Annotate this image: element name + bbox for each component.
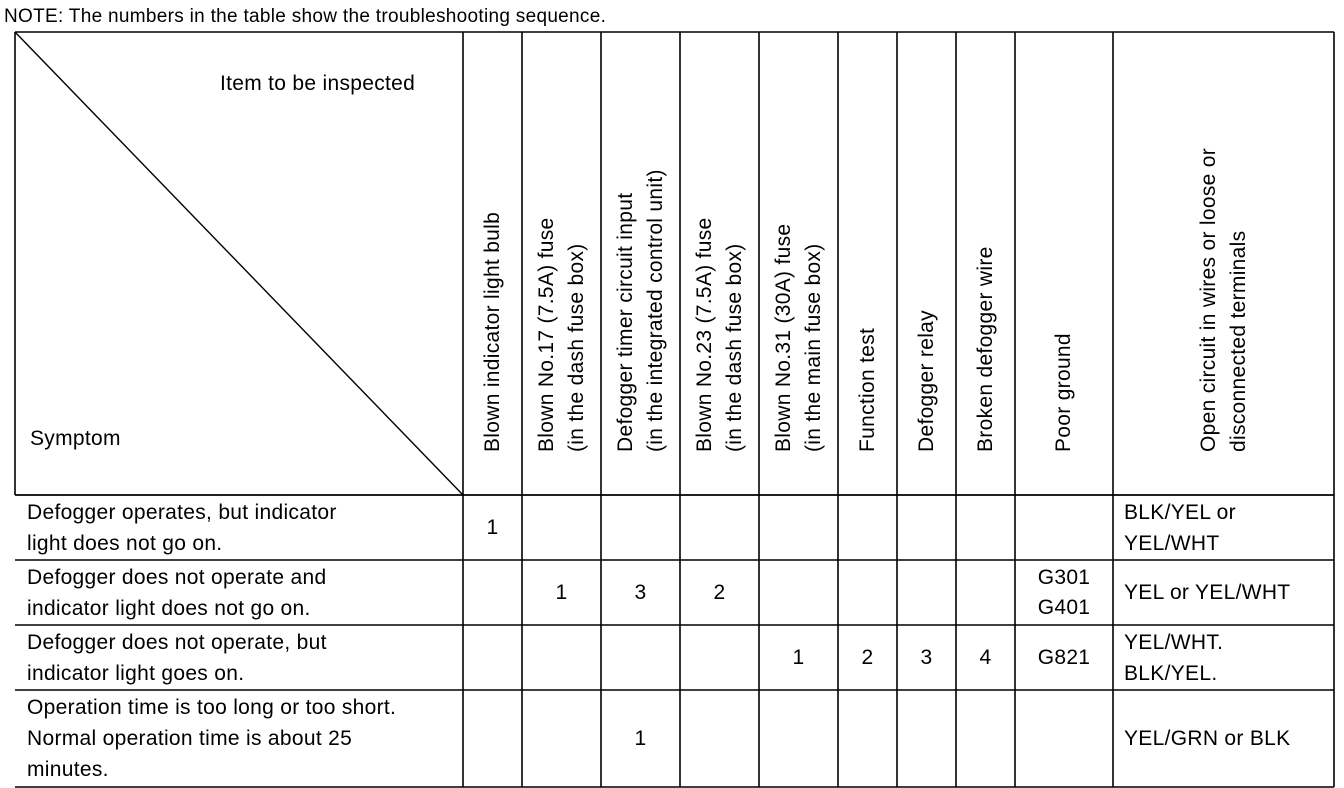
wire-cell <box>1119 690 1332 787</box>
column-header-line: Poor ground <box>1052 333 1075 452</box>
ground-point: G301 <box>1037 565 1091 589</box>
sequence-cell <box>897 560 956 625</box>
sequence-cell <box>522 495 601 560</box>
ground-point: G401 <box>1037 595 1091 619</box>
sequence-cell <box>680 625 759 690</box>
wire-color-line: BLK/YEL. <box>1124 661 1218 685</box>
symptom-line: Operation time is too long or too short. <box>27 696 397 719</box>
wire-color-line: YEL/GRN or BLK <box>1124 727 1291 750</box>
column-header-line: Defogger relay <box>914 310 938 452</box>
column-header <box>532 32 592 452</box>
sequence-cell <box>463 690 522 787</box>
sequence-cell <box>522 690 601 787</box>
column-header <box>912 32 942 452</box>
sequence-cell <box>759 625 838 690</box>
column-header <box>769 32 829 452</box>
column-header-line: disconnected terminals <box>1226 230 1250 452</box>
wire-color-line: BLK/YEL or <box>1124 500 1236 524</box>
sequence-cell <box>838 625 897 690</box>
sequence-cell <box>838 560 897 625</box>
sequence-number: 1 <box>792 645 805 669</box>
sequence-number: 1 <box>555 580 568 604</box>
sequence-cell <box>897 495 956 560</box>
sequence-cell <box>759 560 838 625</box>
sequence-cell <box>838 690 897 787</box>
column-header <box>478 32 508 452</box>
symptom-cell <box>15 495 463 560</box>
column-header-line: Defogger timer circuit input <box>613 192 637 452</box>
sequence-cell <box>463 495 522 560</box>
column-header-line: (in the dash fuse box) <box>564 243 588 452</box>
column-header-line: (in the dash fuse box) <box>722 243 746 452</box>
symptom-line: light does not go on. <box>27 531 223 555</box>
sequence-cell <box>680 690 759 787</box>
sequence-cell <box>759 495 838 560</box>
sequence-cell <box>956 495 1015 560</box>
column-header-line: Function test <box>855 327 879 452</box>
wire-cell <box>1119 495 1332 560</box>
symptom-line: minutes. <box>27 758 109 781</box>
sequence-cell <box>956 625 1015 690</box>
sequence-number: 1 <box>486 515 499 539</box>
sequence-cell <box>1015 560 1113 625</box>
symptom-line: Defogger operates, but indicator <box>27 500 337 524</box>
column-header <box>1049 32 1079 452</box>
sequence-number: 3 <box>920 645 933 669</box>
symptom-cell <box>15 625 463 690</box>
sequence-cell <box>680 495 759 560</box>
sequence-cell <box>956 560 1015 625</box>
ground-point: G821 <box>1037 645 1091 669</box>
wire-color-line: YEL/WHT <box>1124 531 1220 555</box>
sequence-number: 2 <box>861 645 874 669</box>
sequence-number: 2 <box>713 580 726 604</box>
sequence-cell <box>1015 495 1113 560</box>
column-header-line: (in the main fuse box) <box>801 243 825 452</box>
column-header <box>971 32 1001 452</box>
sequence-cell <box>1015 690 1113 787</box>
column-header-line: Open circuit in wires or loose or <box>1196 147 1220 452</box>
sequence-cell <box>680 560 759 625</box>
sequence-cell <box>601 495 680 560</box>
sequence-cell <box>601 560 680 625</box>
sequence-number: 4 <box>979 645 992 669</box>
sequence-cell <box>463 560 522 625</box>
column-header <box>690 32 750 452</box>
sequence-cell <box>956 690 1015 787</box>
sequence-cell <box>759 690 838 787</box>
sequence-cell <box>897 690 956 787</box>
table-note: NOTE: The numbers in the table show the troubleshooting sequence. <box>4 6 607 27</box>
symptom-line: Normal operation time is about 25 <box>27 727 353 750</box>
column-header-line: Blown No.17 (7.5A) fuse <box>534 217 558 452</box>
column-header-line: (in the integrated control unit) <box>643 169 667 452</box>
header-symptom-label: Symptom <box>30 427 121 450</box>
column-header-line: Broken defogger wire <box>973 246 997 452</box>
symptom-line: Defogger does not operate, but <box>27 630 327 654</box>
sequence-cell <box>601 690 680 787</box>
symptom-cell <box>15 560 463 625</box>
column-header <box>853 32 883 452</box>
sequence-cell <box>601 625 680 690</box>
sequence-number: 1 <box>634 726 647 750</box>
sequence-cell <box>522 625 601 690</box>
symptom-line: indicator light does not go on. <box>27 596 311 620</box>
sequence-cell <box>1015 625 1113 690</box>
wire-color-line: YEL or YEL/WHT <box>1124 581 1291 604</box>
sequence-cell <box>897 625 956 690</box>
sequence-number: 3 <box>634 580 647 604</box>
column-header-line: Blown indicator light bulb <box>480 211 504 452</box>
wire-cell <box>1119 625 1332 690</box>
symptom-line: indicator light goes on. <box>27 661 245 685</box>
header-item-label: Item to be inspected <box>220 72 416 95</box>
wire-cell <box>1119 560 1332 625</box>
symptom-cell <box>15 690 463 787</box>
column-header-line: Blown No.31 (30A) fuse <box>771 223 795 452</box>
wire-color-line: YEL/WHT. <box>1124 630 1224 654</box>
column-header <box>1194 32 1254 452</box>
column-header <box>611 32 671 452</box>
sequence-cell <box>522 560 601 625</box>
sequence-cell <box>463 625 522 690</box>
sequence-cell <box>838 495 897 560</box>
symptom-line: Defogger does not operate and <box>27 565 327 589</box>
column-header-line: Blown No.23 (7.5A) fuse <box>692 217 716 452</box>
